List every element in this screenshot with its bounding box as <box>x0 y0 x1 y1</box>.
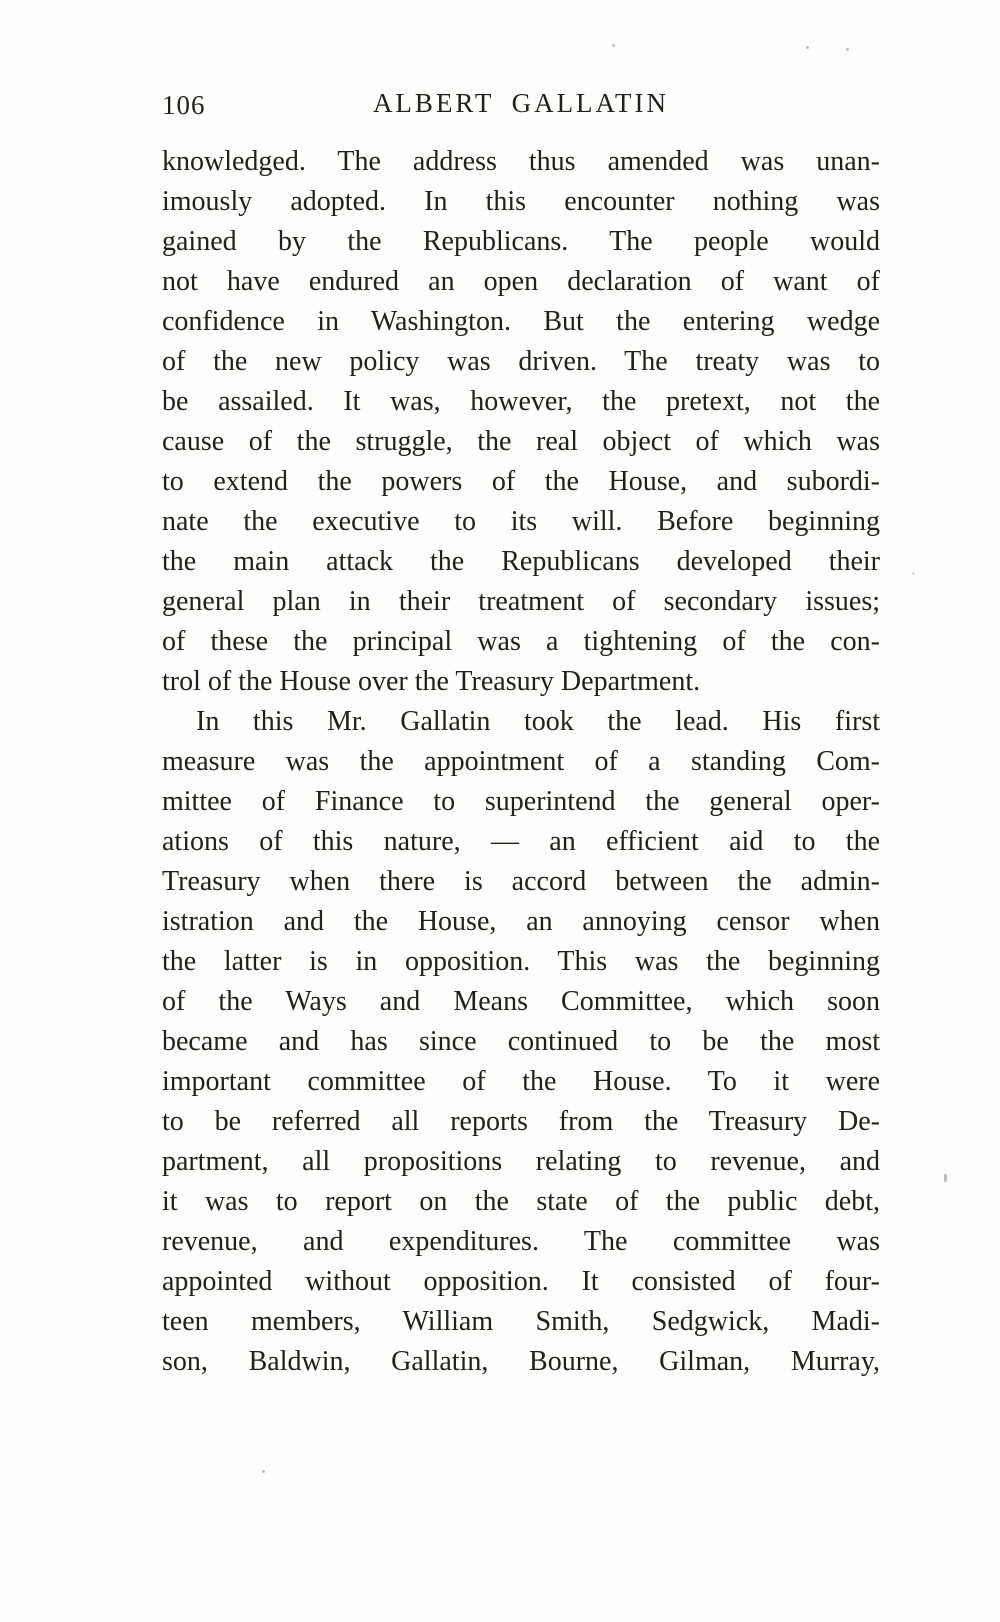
text-line: partment, all propositions relating to revenue, and <box>162 1146 880 1177</box>
text-line: of the new policy was driven. The treaty was to <box>162 346 880 377</box>
text-line: of the Ways and Means Committee, which soon <box>162 986 880 1017</box>
text-line: imously adopted. In this encounter nothing was <box>162 186 880 217</box>
scan-speck <box>262 1470 265 1473</box>
text-line: important committee of the House. To it were <box>162 1066 880 1097</box>
text-line: not have endured an open declaration of want of <box>162 266 880 297</box>
text-line: appointed without opposition. It consisted of four- <box>162 1266 880 1297</box>
text-line: trol of the House over the Treasury Department. <box>162 666 701 697</box>
text-line: to extend the powers of the House, and subordi- <box>162 466 880 497</box>
scan-speck <box>612 44 615 47</box>
text-line: Treasury when there is accord between the admin- <box>162 866 880 897</box>
text-line: general plan in their treatment of secondary issues; <box>162 586 880 617</box>
text-line: the main attack the Republicans developed their <box>162 546 880 577</box>
text-line: teen members, William Smith, Sedgwick, Madi- <box>162 1306 880 1337</box>
page-number: 106 <box>162 90 206 120</box>
running-header: ALBERT GALLATIN <box>372 88 670 118</box>
text-line: be assailed. It was, however, the pretext, not the <box>162 386 880 417</box>
text-line: ations of this nature, — an efficient aid to the <box>162 826 880 857</box>
text-line: knowledged. The address thus amended was unan- <box>162 146 880 177</box>
text-line: gained by the Republicans. The people would <box>162 226 880 257</box>
text-line: to be referred all reports from the Treasury De- <box>162 1106 880 1137</box>
text-line: mittee of Finance to superintend the general oper- <box>162 786 880 817</box>
body-text <box>162 142 880 1382</box>
text-line: In this Mr. Gallatin took the lead. His first <box>196 706 880 737</box>
text-line: son, Baldwin, Gallatin, Bourne, Gilman, Murray, <box>162 1346 880 1377</box>
text-line: the latter is in opposition. This was the beginning <box>162 946 880 977</box>
text-line: it was to report on the state of the public debt, <box>162 1186 880 1217</box>
text-line: cause of the struggle, the real object of which was <box>162 426 880 457</box>
page-header <box>162 88 880 122</box>
scan-speck <box>846 48 849 51</box>
scan-speck <box>806 46 809 49</box>
text-line: revenue, and expenditures. The committee was <box>162 1226 880 1257</box>
text-line: istration and the House, an annoying censor when <box>162 906 880 937</box>
scan-speck <box>912 572 915 575</box>
text-line: measure was the appointment of a standing Com- <box>162 746 880 777</box>
page-content <box>162 88 880 1382</box>
text-line: nate the executive to its will. Before beginning <box>162 506 880 537</box>
scan-speck <box>944 1174 947 1182</box>
text-line: of these the principal was a tightening of the con- <box>162 626 880 657</box>
text-line: became and has since continued to be the most <box>162 1026 880 1057</box>
text-line: confidence in Washington. But the entering wedge <box>162 306 880 337</box>
